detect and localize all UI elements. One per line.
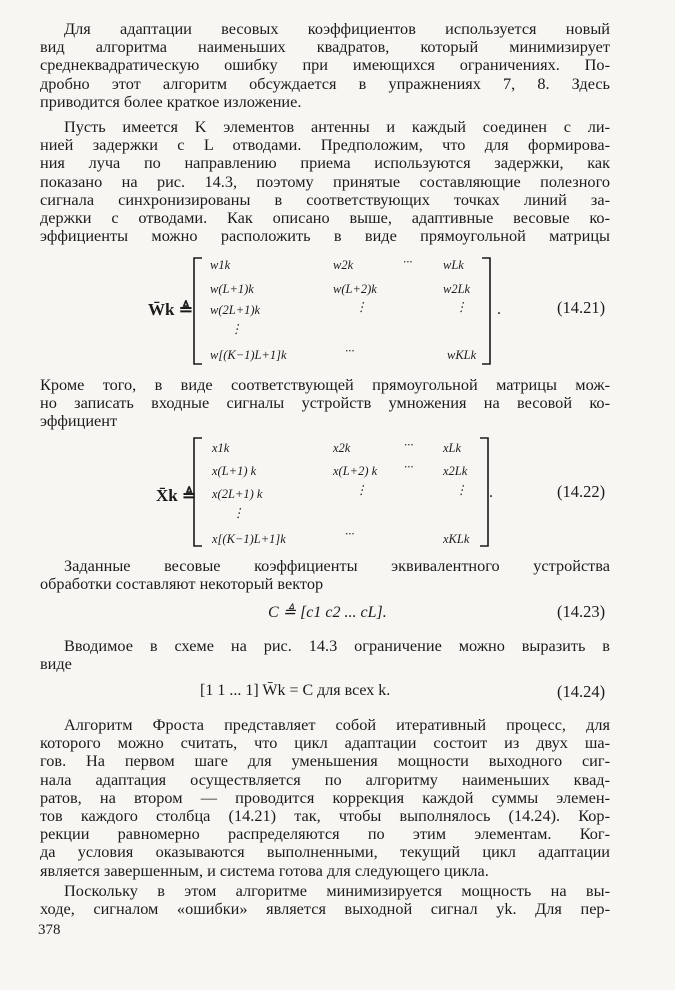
matrix-x-lhs: X̄k ≜ xyxy=(156,486,197,505)
text-line: гов. На первом шаге для уменьшения мощности выходного сиг- xyxy=(40,751,610,771)
text-line: Для адаптации весовых коэффициентов используется новый xyxy=(64,19,610,38)
text-line: среднеквадратическую ошибку при имеющихся ограничениях. По- xyxy=(40,55,610,75)
paragraph-7 xyxy=(40,882,610,918)
matrix-cell: x(2L+1) k xyxy=(212,487,263,501)
matrix-cell: w(2L+1)k xyxy=(210,303,261,317)
c-vector-equation: C ≜ [c1 c2 ... cL]. xyxy=(268,604,387,621)
paragraph-2 xyxy=(40,118,610,245)
matrix-cell: ⋮ xyxy=(355,300,368,314)
text-line: рекции равномерно распределяются по этим элементам. Ког- xyxy=(40,824,610,844)
matrix-cell: xKLk xyxy=(443,532,470,546)
matrix-cell: ··· xyxy=(404,460,414,474)
matrix-cell: x2k xyxy=(333,441,351,455)
matrix-w-period: . xyxy=(497,301,501,318)
equation-number: (14.23) xyxy=(557,602,606,621)
matrix-w-lhs: W̄k ≜ xyxy=(148,300,193,319)
matrix-cell: wKLk xyxy=(447,348,477,362)
text-line: Пусть имеется K элементов антенны и каждый соединен с ли- xyxy=(64,117,610,136)
paragraph-1 xyxy=(40,20,610,111)
text-line: приводится более краткое изложение. xyxy=(40,91,302,111)
matrix-cell: ··· xyxy=(345,527,355,541)
text-line: дробно этот алгоритм обсуждается в упражнениях 7, 8. Здесь xyxy=(40,73,610,93)
matrix-cell: x(L+2) k xyxy=(333,464,378,478)
text-line: Поскольку в этом алгоритме минимизируется мощность на вы- xyxy=(64,881,610,900)
matrix-cell: xLk xyxy=(443,441,462,455)
text-line: держки с отводами. Как описано выше, адаптивные весовые ко- xyxy=(40,208,610,228)
paragraph-6 xyxy=(40,716,610,880)
matrix-cell: w2Lk xyxy=(443,282,471,296)
matrix-cell: w[(K−1)L+1]k xyxy=(210,348,287,362)
text-line: нала адаптация осуществляется по алгоритму наименьших квад- xyxy=(40,769,610,789)
constraint-equation: [1 1 ... 1] W̄k = C для всех k. xyxy=(200,682,391,699)
matrix-cell: x2Lk xyxy=(443,464,468,478)
matrix-cell: w2k xyxy=(333,258,354,272)
matrix-cell: x[(K−1)L+1]k xyxy=(212,532,286,546)
text-line: Кроме того, в виде соответствующей прямоугольной матрицы мож- xyxy=(40,375,610,394)
equation-number: (14.22) xyxy=(557,482,606,501)
text-line: показано на рис. 14.3, поэтому принятые составляющие полезного xyxy=(40,171,610,191)
text-line: ния луча по направлению приема используются задержки, как xyxy=(40,153,610,173)
text-line: ратов, на втором — проводится коррекция каждой суммы элемен- xyxy=(40,787,610,807)
matrix-cell: wLk xyxy=(443,258,464,272)
text-line: которого можно считать, что цикл адаптации состоит из двух ша- xyxy=(40,733,610,753)
equation-number: (14.21) xyxy=(557,298,606,317)
text-line: виде xyxy=(40,654,72,674)
paragraph-4 xyxy=(40,557,610,593)
text-line: Заданные весовые коэффициенты эквивалентного устройства xyxy=(64,556,610,575)
matrix-cell: x(L+1) k xyxy=(212,464,257,478)
text-line: нией задержки с L отводами. Предположим, что для формирова- xyxy=(40,135,610,155)
matrix-cell: ⋮ xyxy=(232,506,245,520)
matrix-cell: ⋮ xyxy=(455,483,468,497)
text-line: вид алгоритма наименьших квадратов, который минимизирует xyxy=(40,37,610,57)
matrix-x-period: . xyxy=(489,484,493,501)
text-line: сигнала синхронизированы в соответствующих точках линий за- xyxy=(40,189,610,209)
matrix-cell: ··· xyxy=(403,255,413,269)
text-line: является завершенным, и система готова для следующего цикла. xyxy=(40,860,489,880)
equation-number: (14.24) xyxy=(557,682,606,701)
page-number: 378 xyxy=(38,922,61,938)
text-line: ходе, сигналом «ошибки» является выходной сигнал yk. Для пер- xyxy=(40,899,610,919)
matrix-cell: ⋮ xyxy=(455,300,468,314)
text-line: эффициент xyxy=(40,411,118,431)
paragraph-5 xyxy=(40,637,610,673)
text-line: Алгоритм Фроста представляет собой итеративный процесс, для xyxy=(64,715,610,734)
matrix-cell: ··· xyxy=(404,438,414,452)
matrix-cell: w1k xyxy=(210,258,231,272)
text-line: Вводимое в схеме на рис. 14.3 ограничение можно выразить в xyxy=(64,636,610,655)
paragraph-3 xyxy=(40,376,610,431)
text-line: да условия оказываются выполненными, текущий цикл адаптации xyxy=(40,842,610,862)
matrix-cell: w(L+2)k xyxy=(333,282,377,296)
text-line: тов каждого столбца (14.21) так, чтобы выполнялось (14.24). Кор- xyxy=(40,806,610,826)
text-line: но записать входные сигналы устройств умножения на весовой ко- xyxy=(40,393,610,413)
text-line: обработки составляют некоторый вектор xyxy=(40,574,324,594)
matrix-cell: ⋮ xyxy=(230,322,243,336)
text-line: эффициенты можно расположить в виде прямоугольной матрицы xyxy=(40,226,610,246)
matrix-cell: w(L+1)k xyxy=(210,282,254,296)
matrix-cell: x1k xyxy=(212,441,230,455)
matrix-cell: ⋮ xyxy=(355,483,368,497)
matrix-cell: ··· xyxy=(345,344,355,358)
